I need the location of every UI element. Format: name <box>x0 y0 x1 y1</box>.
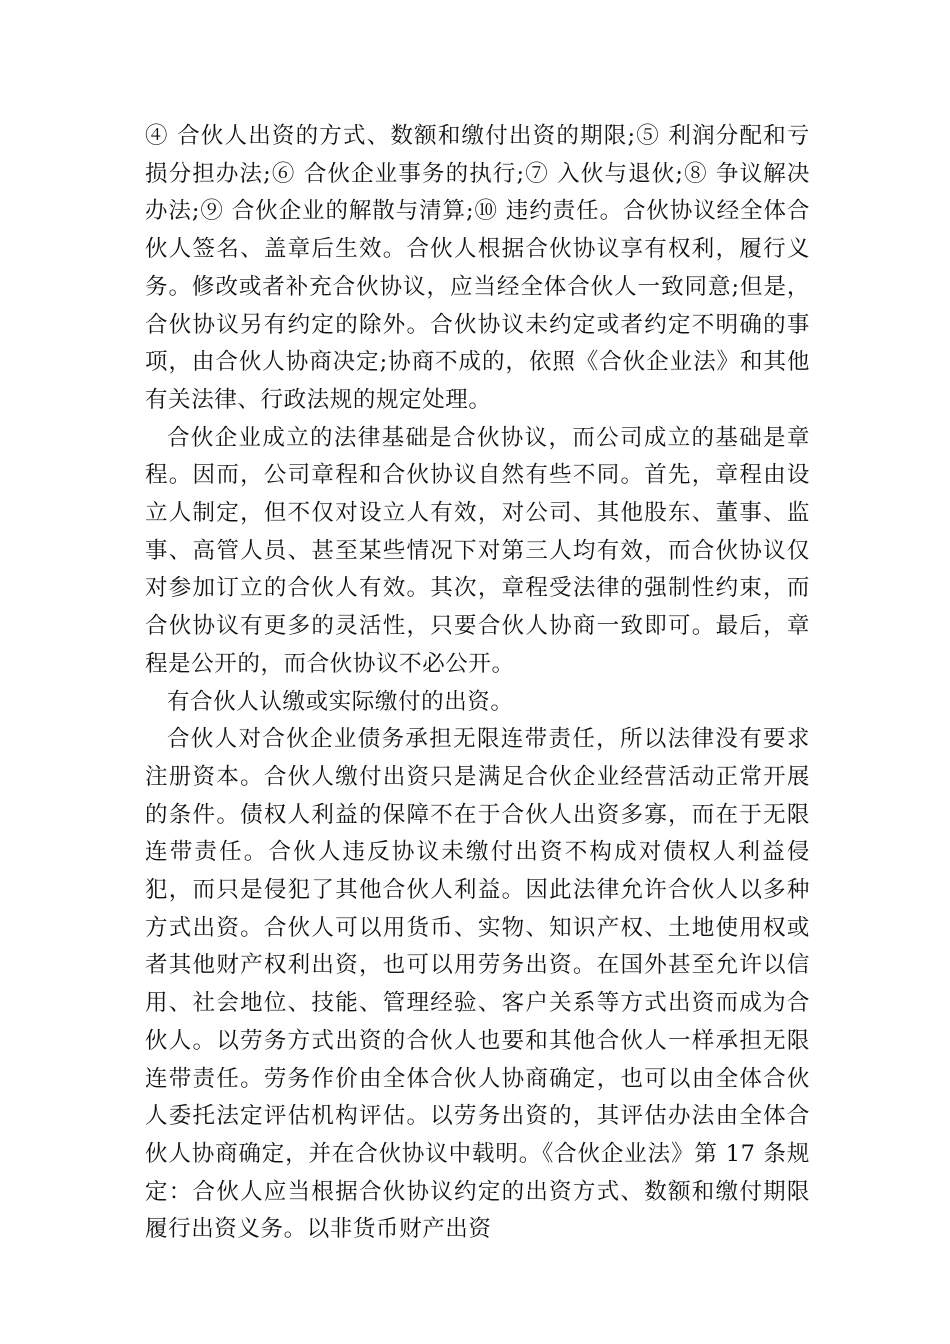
paragraph-capital-contribution-heading: 有合伙人认缴或实际缴付的出资。 <box>167 688 514 715</box>
document-body <box>145 118 810 1249</box>
paragraph-partnership-agreement-terms: ④ 合伙人出资的方式、数额和缴付出资的期限;⑤ 利润分配和亏损分担办法;⑥ 合伙企业事务的执行;⑦ 入伙与退伙;⑧ 争议解决办法;⑨ 合伙企业的解散与清算;⑩ 违约责任。合伙协议经全体合伙人签名、盖章后生效。合伙人根据合伙协议享有权利，履行义务。修改或者补充合伙协议，应当经全体合伙人一致同意;但是，合伙协议另有约定的除外。合伙协议未约定或者约定不明确的事项，由合伙人协商决定;协商不成的，依照《合伙企业法》和其他有关法律、行政法规的规定处理。 <box>145 123 810 413</box>
paragraph-contribution-methods: 合伙人对合伙企业债务承担无限连带责任，所以法律没有要求注册资本。合伙人缴付出资只是满足合伙企业经营活动正常开展的条件。债权人利益的保障不在于合伙人出资多寡，而在于无限连带责任。合伙人违反协议未缴付出资不构成对债权人利益侵犯，而只是侵犯了其他合伙人利益。因此法律允许合伙人以多种方式出资。合伙人可以用货币、实物、知识产权、土地使用权或者其他财产权利出资，也可以用劳务出资。在国外甚至允许以信用、社会地位、技能、管理经验、客户关系等方式出资而成为合伙人。以劳务方式出资的合伙人也要和其他合伙人一样承担无限连带责任。劳务作价由全体合伙人协商确定，也可以由全体合伙人委托法定评估机构评估。以劳务出资的，其评估办法由全体合伙人协商确定，并在合伙协议中载明。《合伙企业法》第 17 条规定：合伙人应当根据合伙协议约定的出资方式、数额和缴付期限履行出资义务。以非货币财产出资 <box>145 726 810 1243</box>
paragraph-agreement-vs-charter: 合伙企业成立的法律基础是合伙协议，而公司成立的基础是章程。因而，公司章程和合伙协议自然有些不同。首先，章程由设立人制定，但不仅对设立人有效，对公司、其他股东、董事、监事、高管人员、甚至某些情况下对第三人均有效，而合伙协议仅对参加订立的合伙人有效。其次，章程受法律的强制性约束，而合伙协议有更多的灵活性，只要合伙人协商一致即可。最后，章程是公开的，而合伙协议不必公开。 <box>145 424 810 677</box>
